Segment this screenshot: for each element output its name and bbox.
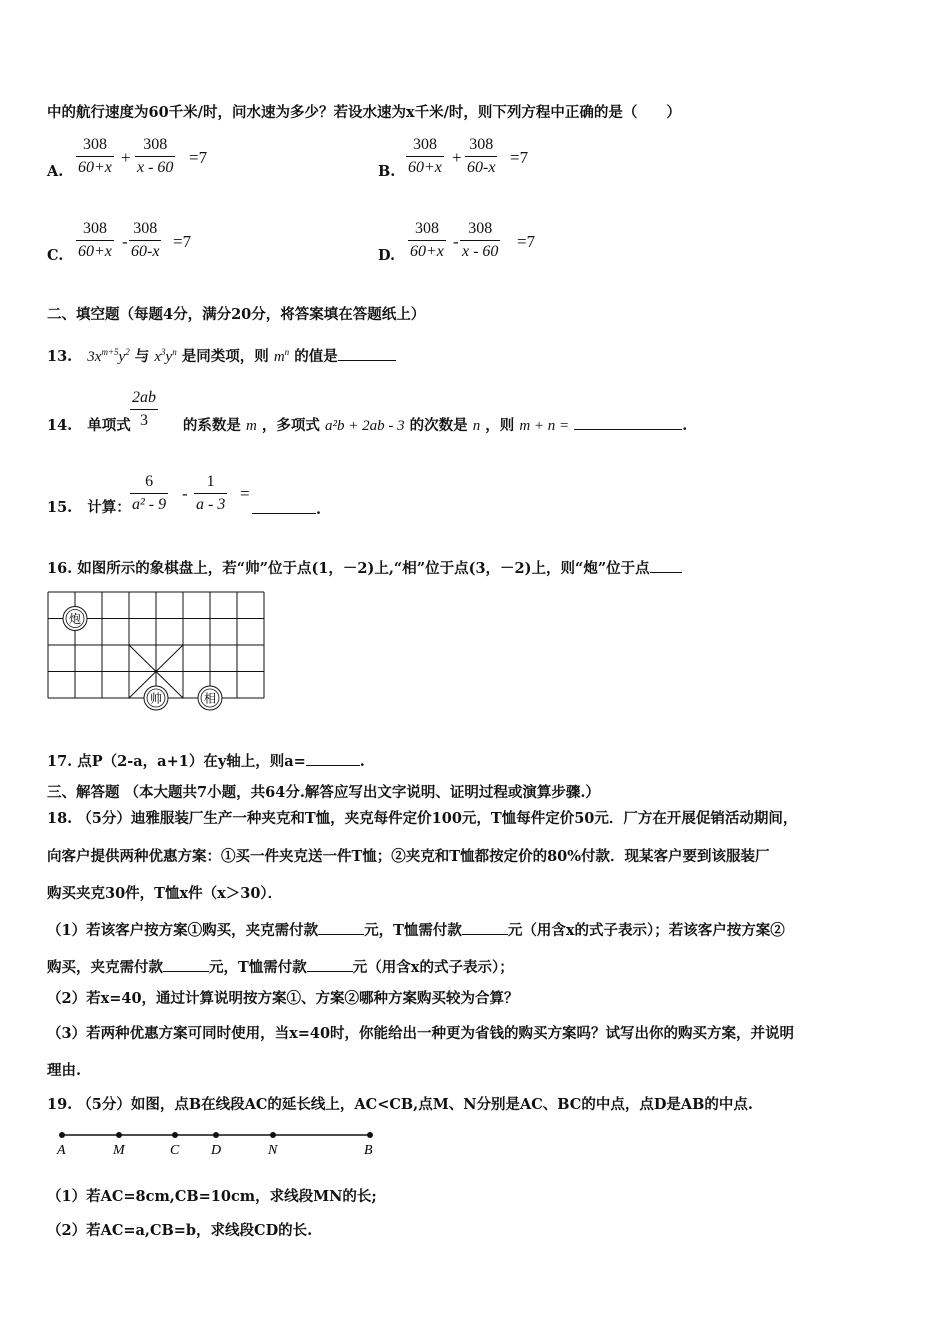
q13-term-1: $3x^{m+5}y^2$ [87, 347, 130, 365]
question-18-line-2: 向客户提供两种优惠方案：①买一件夹克送一件T恤；②夹克和T恤都按定价的80%付款．现某客户要到该服装厂 [47, 848, 770, 865]
q15-fraction-2: $\frac{1}{a - 3}$ [196, 473, 226, 513]
chess-board-figure [40, 585, 275, 715]
line-segment-figure [45, 1125, 385, 1161]
label-b: B [364, 1143, 373, 1158]
q15-minus: - [182, 484, 188, 503]
point-c [172, 1132, 178, 1138]
option-c-operator: - [122, 232, 128, 251]
label-a: A [57, 1143, 66, 1158]
option-b-fraction-2: $\frac{308}{60-x}$ [467, 136, 496, 176]
option-a-label: A. [47, 163, 64, 180]
question-15: 15. 计算： [47, 499, 131, 516]
option-a-operator: + [121, 148, 131, 167]
option-a-rhs: =7 [189, 148, 208, 167]
question-19: 19. （5分）如图，点B在线段AC的延长线上，AC<CB,点M、N分别是AC、BC的中点，点D是AB的中点. [47, 1096, 753, 1113]
point-b [367, 1132, 373, 1138]
question-19-part-1: （1）若AC=8cm,CB=10cm，求线段MN的长; [47, 1188, 377, 1205]
option-a-fraction-2: $\frac{308}{x - 60}$ [137, 136, 174, 176]
point-n [270, 1132, 276, 1138]
section-3-heading: 三、解答题 （本大题共7小题，共64分.解答应写出文字说明、证明过程或演算步骤.） [47, 784, 600, 801]
option-a-fraction-1: $\frac{308}{60+x}$ [78, 136, 112, 176]
q13-term-2: $x^3y^n$ [154, 347, 177, 365]
question-18-line-3: 购买夹克30件，T恤x件（x＞30）． [47, 885, 283, 902]
question-19-part-2: （2）若AC=a,CB=b，求线段CD的长. [47, 1222, 313, 1239]
question-18-part-3-cont: 理由. [47, 1062, 82, 1079]
q14-answer-blank[interactable] [574, 415, 682, 430]
option-d-rhs: =7 [517, 232, 536, 251]
option-c-fraction-2: $\frac{308}{60-x}$ [131, 220, 160, 260]
label-d: D [211, 1143, 222, 1158]
question-18-line-1: 18. （5分）迪雅服装厂生产一种夹克和T恤，夹克每件定价100元，T恤每件定价50元．厂方在开展促销活动期间， [47, 810, 798, 827]
option-b-operator: + [452, 148, 462, 167]
q15-equals: = [240, 484, 250, 503]
piece-shuai-label: 帅 [149, 691, 163, 706]
label-m: M [113, 1143, 125, 1158]
option-c-rhs: =7 [173, 232, 192, 251]
question-16: 16. 如图所示的象棋盘上，若“帅”位于点(1，－2)上,“相”位于点(3，－2)上，则“炮”位于点 [47, 558, 682, 578]
q14-polynomial: a²b + 2ab - 3 [324, 418, 405, 434]
question-18-part-1: （1）若该客户按方案①购买，夹克需付款 元，T恤需付款 元（用含x的式子表示）；若该客户按方案② [47, 922, 785, 939]
q16-answer-blank[interactable] [650, 558, 682, 573]
q14-fraction: $\frac{2ab}{3}$ [132, 389, 156, 429]
piece-pao-label: 炮 [68, 612, 82, 626]
question-18-part-1-cont: 购买，夹克需付款 元，T恤需付款 元（用含x的式子表示）； [47, 959, 514, 976]
q18-blank-1[interactable] [318, 920, 364, 935]
option-d-operator: - [453, 232, 459, 251]
q15-answer-blank[interactable] [252, 499, 316, 514]
point-m [116, 1132, 122, 1138]
question-17: 17. 点P（2-a，a+1）在y轴上，则a= . [47, 753, 365, 770]
question-intro: 中的航行速度为60千米/时，问水速为多少？若设水速为x千米/时，则下列方程中正确的是（ ） [47, 104, 681, 121]
option-b-rhs: =7 [510, 148, 529, 167]
q18-blank-3[interactable] [163, 957, 209, 972]
point-d [213, 1132, 219, 1138]
option-b-fraction-1: $\frac{308}{60+x}$ [408, 136, 442, 176]
option-c-label: C. [47, 247, 64, 264]
piece-shuai [144, 686, 168, 710]
option-c-fraction-1: $\frac{308}{60+x}$ [78, 220, 112, 260]
piece-xiang [198, 686, 222, 710]
question-18-part-2: （2）若x=40，通过计算说明按方案①、方案②哪种方案购买较为合算？ [47, 990, 519, 1007]
option-b-label: B. [378, 163, 396, 180]
q15-fraction-1: $\frac{6}{\text{a² - 9}}$ [132, 473, 167, 513]
q17-answer-blank[interactable] [306, 751, 360, 766]
q18-blank-4[interactable] [307, 957, 353, 972]
option-d-fraction-2: $\frac{308}{x - 60}$ [462, 220, 499, 260]
question-14: 14. 单项式 的系数是 m ，多项式 a²b + 2ab - 3 的次数是 n ，则 m + n = . [47, 417, 688, 434]
piece-xiang-label: 相 [203, 691, 217, 706]
question-18-part-3: （3）若两种优惠方案可同时使用，当x=40时，你能给出一种更为省钱的购买方案吗？试写出你的购买方案，并说明 [47, 1025, 795, 1042]
option-d-fraction-1: $\frac{308}{60+x}$ [410, 220, 444, 260]
label-c: C [170, 1143, 180, 1158]
question-13: 13. $3x^{m+5}y^2$ 与 $x^3y^n$ 是同类项，则 $m^n$ 的值是 [47, 343, 396, 366]
piece-pao [63, 607, 87, 631]
q13-answer-blank[interactable] [338, 346, 396, 361]
option-d-label: D. [378, 247, 396, 264]
point-a [59, 1132, 65, 1138]
q18-blank-2[interactable] [462, 920, 508, 935]
label-n: N [268, 1143, 278, 1158]
section-2-heading: 二、填空题（每题4分，满分20分，将答案填在答题纸上） [47, 306, 426, 323]
